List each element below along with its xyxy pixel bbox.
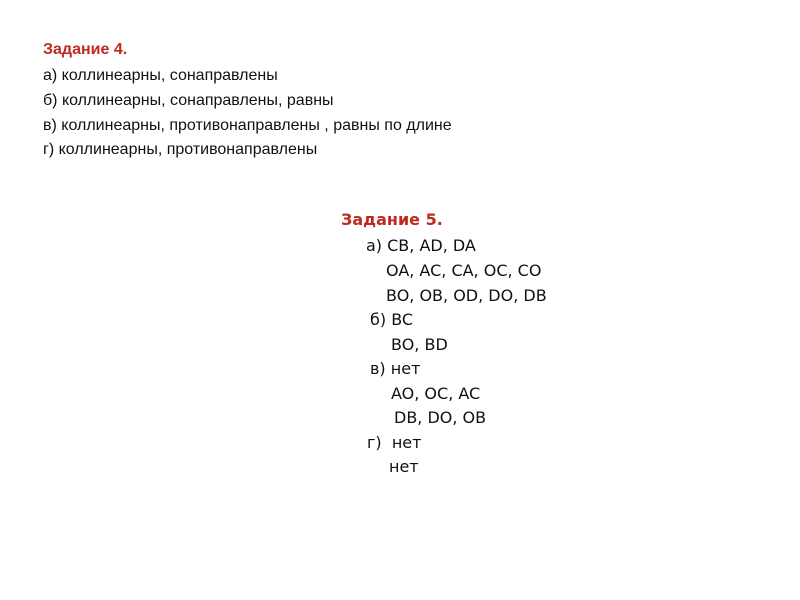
task5-line-a3: BO, OB, OD, DO, DB: [386, 286, 547, 305]
task5-line-a2: OA, AC, CA, OC, CO: [386, 261, 542, 280]
task5-line-g: г) нет: [367, 433, 422, 452]
task5-line-b: б) BC: [370, 310, 414, 329]
task4-item-b: б) коллинеарны, сонаправлены, равны: [43, 92, 334, 109]
task5-line-a: а) CB, AD, DA: [366, 236, 476, 255]
task5-heading: Задание 5.: [341, 210, 443, 229]
task5-line-v: в) нет: [370, 359, 421, 378]
task4-item-v: в) коллинеарны, противонаправлены , равны по длине: [43, 117, 452, 134]
task4-item-a: а) коллинеарны, сонаправлены: [43, 67, 278, 84]
task5-line-v2: AO, OC, AC: [391, 384, 481, 403]
task4-heading: Задание 4.: [43, 41, 128, 58]
task5-line-b2: BO, BD: [391, 335, 448, 354]
task5-line-v3: DB, DO, OB: [394, 408, 487, 427]
task4-item-g: г) коллинеарны, противонаправлены: [43, 141, 318, 158]
task5-line-g2: нет: [389, 457, 419, 476]
